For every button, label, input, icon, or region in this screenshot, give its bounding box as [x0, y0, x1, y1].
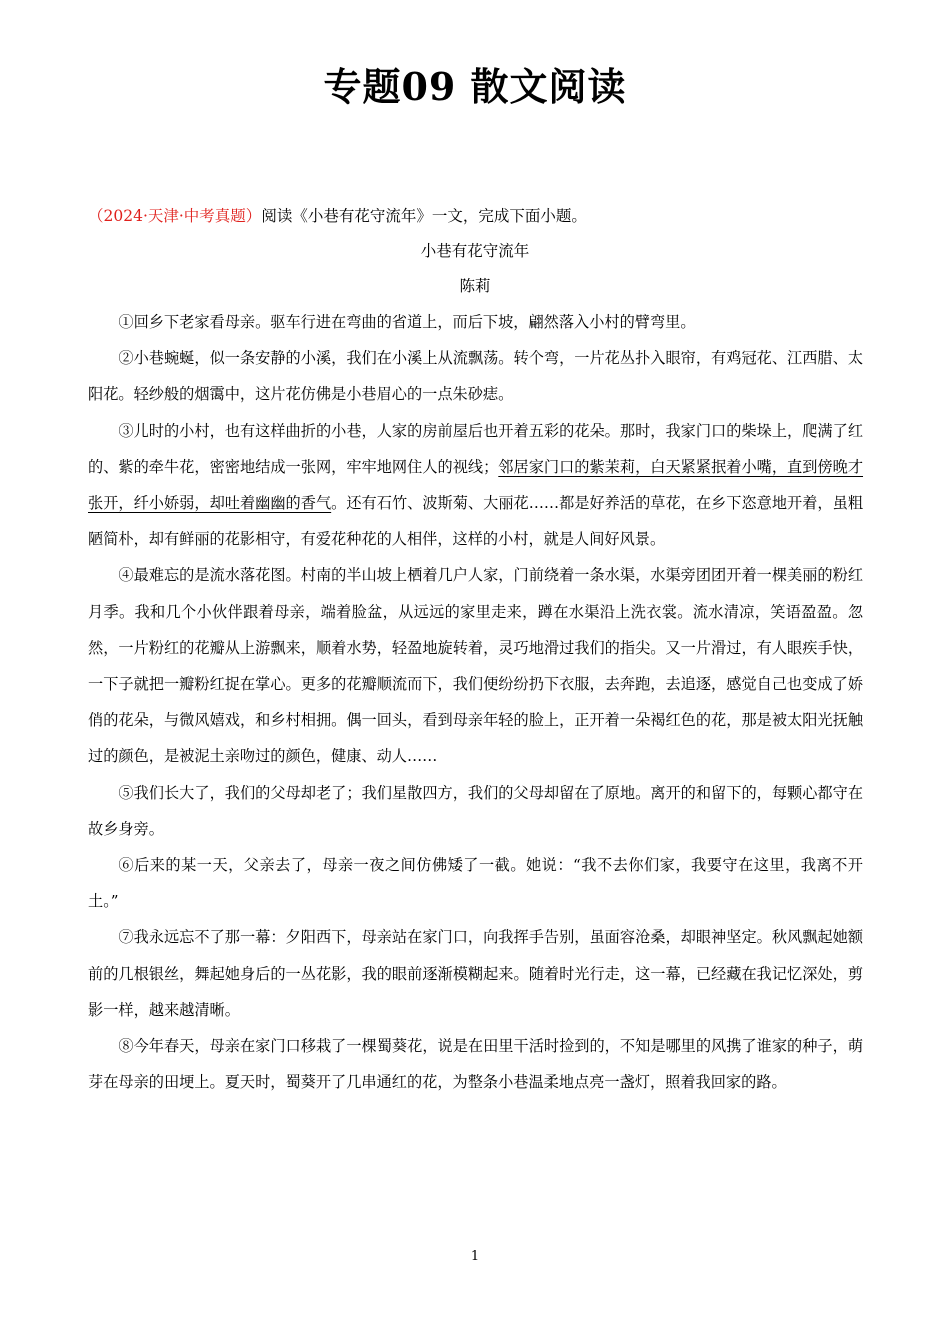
paragraph-3-lead: ③儿时的小村，也有这样曲折的小巷，人家的房前屋后也开着五彩的花朵。那时，我家门口的柴垛上，爬满了红的、紫的牵牛花，密密地结成一张网，牢牢地网住人的视线；	[88, 421, 863, 476]
paragraph-6: ⑥后来的某一天，父亲去了，母亲一夜之间仿佛矮了一截。她说：“我不去你们家，我要守在这里，我离不开土。”	[88, 856, 863, 911]
article-author: 陈莉	[459, 277, 491, 295]
paragraph-3	[88, 413, 863, 558]
paragraph-3-tail: 。还有石竹、波斯菊、大丽花……都是好养活的草花，在乡下恣意地开着，虽粗陋简朴，却有鲜丽的花影相守，有爱花种花的人相伴，这样的小村，就是人间好风景。	[88, 494, 864, 549]
paragraph-4: ④最难忘的是流水落花图。村南的半山坡上栖着几户人家，门前绕着一条水渠，水渠旁团团开着一棵美丽的粉红月季。我和几个小伙伴跟着母亲，端着脸盆，从远远的家里走来，蹲在水渠沿上洗衣裳。流水清凉，笑语盈盈。忽然，一片粉红的花瓣从上游飘来，顺着水势，轻盈地旋转着，灵巧地滑过我们的指尖。又一片滑过，有人眼疾手快，一下子就把一瓣粉红捉在掌心。更多的花瓣顺流而下，我们便纷纷扔下衣服，去奔跑，去追逐，感觉自己也变成了娇俏的花朵，与微风嬉戏，和乡村相拥。偶一回头，看到母亲年轻的脸上，正开着一朵褐红色的花，那是被太阳光抚触过的颜色，是被泥土亲吻过的颜色，健康、动人……	[88, 566, 863, 766]
question-intro	[88, 204, 587, 228]
page-number: 1	[470, 1249, 480, 1264]
paragraph-5: ⑤我们长大了，我们的父母却老了；我们星散四方，我们的父母却留在了原地。离开的和留下的，每颗心都守在故乡身旁。	[88, 783, 863, 838]
article-title: 小巷有花守流年	[420, 242, 530, 260]
question-source: （2024·天津·中考真题）	[88, 207, 262, 225]
article-body	[88, 304, 863, 1100]
paragraph-2: ②小巷蜿蜒，似一条安静的小溪，我们在小溪上从流飘荡。转个弯，一片花丛扑入眼帘，有鸡冠花、江西腊、太阳花。轻纱般的烟霭中，这片花仿佛是小巷眉心的一点朱砂痣。	[88, 349, 863, 404]
paragraph-8: ⑧今年春天，母亲在家门口移栽了一棵蜀葵花，说是在田里干活时捡到的，不知是哪里的风携了谁家的种子，萌芽在母亲的田埂上。夏天时，蜀葵开了几串通红的花，为整条小巷温柔地点亮一盏灯，照着我回家的路。	[88, 1037, 863, 1092]
underlined-sentence: 邻居家门口的紫茉莉，白天紧紧抿着小嘴，直到傍晚才张开，纤小娇弱，却吐着幽幽的香气	[88, 457, 864, 513]
question-instruction: 阅读《小巷有花守流年》一文，完成下面小题。	[261, 207, 587, 225]
page-title: 专题09 散文阅读	[323, 64, 627, 109]
paragraph-1: ①回乡下老家看母亲。驱车行进在弯曲的省道上，而后下坡，翩然落入小村的臂弯里。	[118, 313, 696, 331]
paragraph-7: ⑦我永远忘不了那一幕：夕阳西下，母亲站在家门口，向我挥手告别，虽面容沧桑，却眼神坚定。秋风飘起她额前的几根银丝，舞起她身后的一丛花影，我的眼前逐渐模糊起来。随着时光行走，这一幕，已经藏在我记忆深处，剪影一样，越来越清晰。	[88, 928, 863, 1019]
